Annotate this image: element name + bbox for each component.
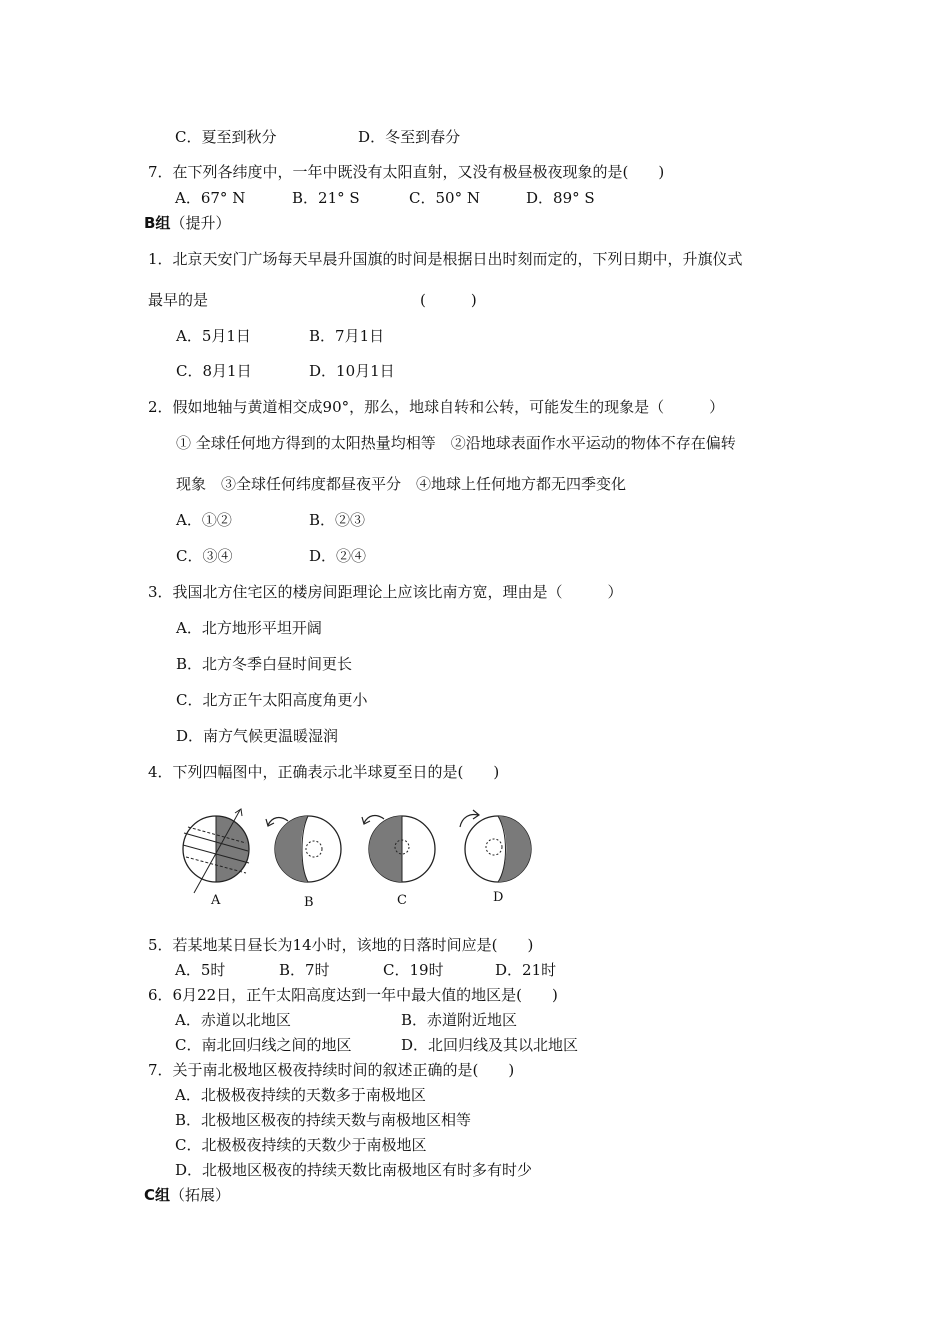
diagram-label-a: A [211,893,221,908]
group-b-note: （提升） [170,214,231,232]
b-q2-stem: 2．假如地轴与黄道相交成90°，那么，地球自转和公转，可能发生的现象是（ ） [148,398,725,416]
option-b: B．北方冬季白昼时间更长 [176,655,353,673]
q7-options-row [175,188,595,208]
b-q5-options-row [175,960,556,980]
diagram-b [266,816,341,882]
option-b: B．7时 [279,961,330,979]
group-b-heading [144,213,230,233]
q6-options-row [175,127,460,147]
b-q1-options-row2 [176,361,395,381]
option-a: A．67° N [175,189,246,207]
option-c: C．北极极夜持续的天数少于南极地区 [175,1136,427,1154]
b-q2-items-line1: ① 全球任何地方得到的太阳热量均相等 ②沿地球表面作水平运动的物体不存在偏转 [176,434,736,452]
option-c: C．8月1日 [176,362,252,380]
option-a: A．北极极夜持续的天数多于南极地区 [175,1086,426,1104]
option-c: C．北方正午太阳高度角更小 [176,691,368,709]
option-b: B．7月1日 [309,327,385,345]
b-q1-stem-line2 [148,290,477,310]
b-q3-stem: 3．我国北方住宅区的楼房间距理论上应该比南方宽，理由是（ ） [148,583,623,601]
group-c-title: C组 [144,1186,171,1204]
option-a: A．5时 [175,961,226,979]
option-c: C．南北回归线之间的地区 [175,1036,352,1054]
group-c-note: （拓展） [170,1186,231,1204]
b-q1-stem-text: 最早的是 [148,291,209,309]
option-a: A．北方地形平坦开阔 [176,619,322,637]
q7-stem: 7．在下列各纬度中，一年中既没有太阳直射，又没有极昼极夜现象的是( ) [148,163,665,181]
answer-paren: ( ) [420,291,477,309]
earth-diagrams [180,805,550,915]
option-a: A．赤道以北地区 [175,1011,291,1029]
option-d: D．21时 [495,961,557,979]
option-d: D．北极地区极夜的持续天数比南极地区有时多有时少 [175,1161,533,1179]
b-q2-options-row1 [176,510,365,530]
b-q2-items-line2: 现象 ③全球任何纬度都昼夜平分 ④地球上任何地方都无四季变化 [176,475,627,493]
b-q6-options-row1 [175,1010,517,1030]
option-d: D．10月1日 [309,362,395,380]
option-d: D．89° S [526,189,595,207]
diagram-label-c: C [397,893,407,908]
b-q1-stem-line1: 1．北京天安门广场每天早晨升国旗的时间是根据日出时刻而定的，下列日期中，升旗仪式 [148,250,743,268]
b-q7-stem: 7．关于南北极地区极夜持续时间的叙述正确的是( ) [148,1061,515,1079]
diagram-label-b: B [304,895,314,910]
diagram-label-d: D [493,890,504,905]
option-d: D．②④ [309,547,367,565]
option-c: C．夏至到秋分 [175,128,277,146]
option-b: B．21° S [292,189,360,207]
b-q6-stem: 6．6月22日，正午太阳高度达到一年中最大值的地区是( ) [148,986,558,1004]
option-b: B．②③ [309,511,366,529]
b-q6-options-row2 [175,1035,578,1055]
option-c: C．19时 [383,961,444,979]
option-c: C．③④ [176,547,233,565]
diagram-c [362,816,435,882]
group-b-title: B组 [144,214,171,232]
option-d: D．南方气候更温暖湿润 [176,727,339,745]
option-a: A．5月1日 [176,327,251,345]
option-b: B．赤道附近地区 [401,1011,518,1029]
diagram-d [460,810,531,882]
option-d: D．北回归线及其以北地区 [401,1036,579,1054]
b-q1-options-row1 [176,326,384,346]
diagram-a [183,809,249,893]
option-d: D．冬至到春分 [358,128,461,146]
b-q5-stem: 5．若某地某日昼长为14小时，该地的日落时间应是( ) [148,936,534,954]
option-c: C．50° N [409,189,480,207]
option-b: B．北极地区极夜的持续天数与南极地区相等 [175,1111,472,1129]
group-c-heading [144,1185,230,1205]
option-a: A．①② [176,511,232,529]
b-q2-options-row2 [176,546,366,566]
b-q4-stem: 4．下列四幅图中，正确表示北半球夏至日的是( ) [148,763,500,781]
